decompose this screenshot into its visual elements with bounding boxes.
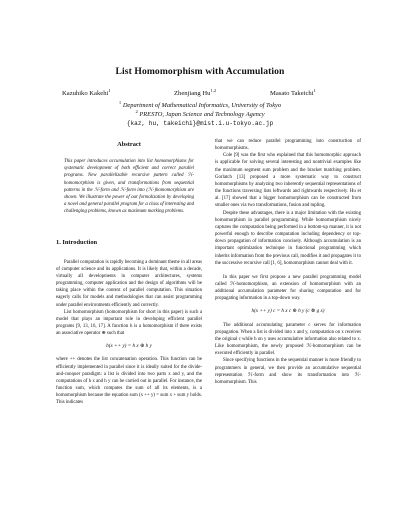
equation-accumulation: h(x ++ y) c = h x c ⊕ h y (c ⊗ g x) xyxy=(251,308,325,315)
author-sup: 1 xyxy=(108,88,111,93)
author-1 xyxy=(62,88,111,97)
intro-paragraph-1: Parallel computation is rapidly becoming a dominant theme in all areas of computer science and its applications. It is likely that, within a decade, virtually all developments in computer architectures, systems programming, computer application and the design of algorithms will be taking place within the context of parallel computation. This situation eagerly calls for models and methodologies that can assist programming under parallel environments efficiently and correctly. xyxy=(56,259,203,308)
affiliation-text: PRESTO, Japan Science and Technology Agency xyxy=(139,111,265,119)
affiliation-2 xyxy=(0,109,400,118)
author-name: Masato Takeichi xyxy=(270,90,314,98)
intro-paragraph-3: where ++ denotes the list concatenation operation. This function can be efficiently implemented in parallel since it is ideally suited for the divide-and-conquer paradigm: a list is divided into two parts x and y, and the computations of h x and h y can be carried out in parallel. For instance, the function sum, which computes the sum of all its elements, is a homomorphism because the equation sum (x ++ y) = sum x + sum y holds. This indicates xyxy=(56,357,202,406)
body-paragraph-3: Despite these advantages, there is a major limitation with the existing homomorphism in parallel programming. While homomorphism nicely captures the computation being performed in a bottom-up manner, it is not powerful enough to describe computation including dependency or top-down propagation of information concisely. Although accumulation is an important optimization technique in functional programming which inherits information from the previous call, modifies it and propagates it to the successive recursive call [1, 6], homomorphism cannot deal with it. xyxy=(215,210,361,266)
author-name: Zhenjiang Hu xyxy=(174,90,211,98)
body-paragraph-4: In this paper we first propose a new parallel programming model called ℋ-homomorphism, an extension of homomorphism with an additional accumulation parameter for sharing computation and for propagating information in a top-down way. xyxy=(215,274,361,302)
body-paragraph-6: Since specifying functions in the sequential manner is more friendly to programmers in general, we then provide an accumulative sequential representation ℋ-form and show its transformation into ℋ-homomorphism. This xyxy=(215,358,361,385)
affiliation-sup: 1 xyxy=(118,100,122,105)
author-name: Kazuhiko Kakehi xyxy=(62,90,109,98)
left-column xyxy=(56,138,202,407)
intro-paragraph-2: List homomorphism (homomorphism for short in this paper) is such a model that plays an important role in developing efficient parallel programs [9, 13, 16, 17]. A function h is a homomorphism if there exists an associative operator ⊕ such that xyxy=(56,309,202,337)
author-3 xyxy=(270,88,316,97)
author-list xyxy=(0,88,400,100)
author-2 xyxy=(174,88,216,97)
right-column xyxy=(215,138,361,386)
body-paragraph-1: that we can reduce parallel programming into construction of homomorphisms. xyxy=(215,139,361,152)
affiliation-sup: 2 xyxy=(135,109,138,114)
body-paragraph-2: Cole [9] was the first who explained that this homomorphic approach is applicable for solving several interesting and nontrivial examples like the maximum segment sum problem and the bracket matching problem. Gorlatch [13] proposed a more systematic way to construct homomorphisms by analyzing two inherently sequential representations of the functions traversing lists leftwards and rightwards respectively. Hu et al. [17] showed that a bigger homomorphism can be constructed from smaller ones via two transformations, fusion and tupling. xyxy=(215,153,361,209)
paper-title: List Homomorphism with Accumulation xyxy=(115,66,285,77)
author-sup: 1,2 xyxy=(210,88,217,93)
author-email: {kaz, hu, takeichi}@mist.i.u-tokyo.ac.jp xyxy=(126,120,274,127)
equation-homomorphism: h(x ++ y) = h x ⊕ h y xyxy=(106,343,152,350)
body-paragraph-5: The additional accumulating parameter c serves for information propagation. When a list is divided into x and y, computation on x receives the original c while h on y uses accumulative information also related to x. Like homomorphism, the newly proposed ℋ-homomorphism can be executed efficiently in parallel. xyxy=(215,322,361,357)
section-heading-introduction: 1. Introduction xyxy=(56,239,98,247)
abstract-text: This paper introduces accumulation into list homomorphisms for systematic development of both efficient and correct parallel programs. New parallelizable recursive pattern called ℋ-homomorphism is given, and transformations from sequential patterns in the ℋ-form and ℋ-form into (ℋ-)homomorphism are shown. We illustrate the power of our formalization by developing a novel and general parallel program for a class of interesting and challenging problems, known as maximum marking problems. xyxy=(64,159,194,215)
affiliation-text: Department of Mathematical Informatics, University of Tokyo xyxy=(122,102,282,110)
abstract-heading: Abstract xyxy=(117,141,141,148)
affiliation-1 xyxy=(0,100,400,109)
author-sup: 1 xyxy=(313,88,316,93)
